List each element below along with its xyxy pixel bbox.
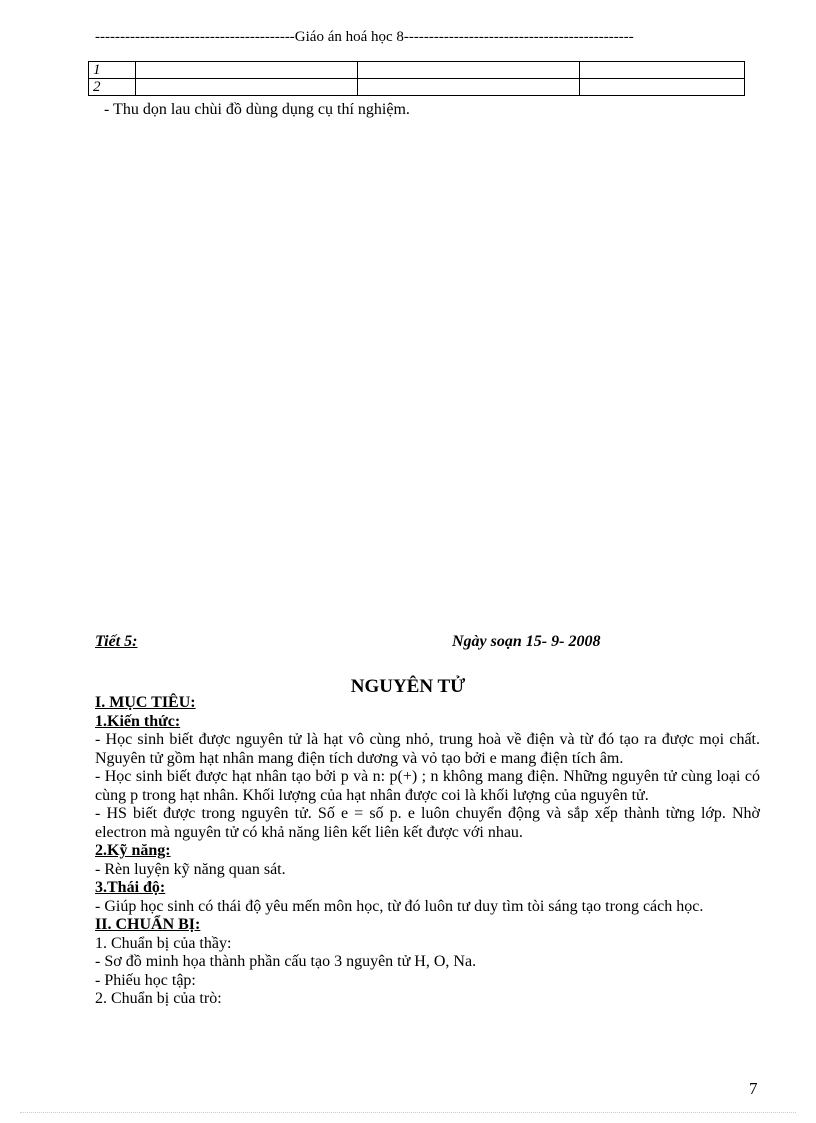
objectives-heading: I. MỤC TIÊU: bbox=[95, 694, 196, 711]
skills-text: - Rèn luyện kỹ năng quan sát. bbox=[95, 860, 286, 878]
table-cell bbox=[580, 62, 745, 79]
attitude-text: - Giúp học sinh có thái độ yêu mến môn học, từ đó luôn tư duy tìm tòi sáng tạo trong cách học. bbox=[95, 897, 704, 915]
cleanup-text: - Thu dọn lau chùi đồ dùng dụng cụ thí nghiệm. bbox=[104, 101, 410, 118]
prep-item: - Sơ đồ minh họa thành phần cấu tạo 3 nguyên tử H, O, Na. bbox=[95, 953, 477, 970]
prep-item: 2. Chuẩn bị của trò: bbox=[95, 990, 222, 1007]
table-row bbox=[89, 79, 745, 96]
attitude-heading: 3.Thái độ: bbox=[95, 879, 166, 896]
lesson-body bbox=[95, 694, 760, 1009]
table-cell bbox=[358, 79, 580, 96]
lesson-label: Tiết 5: bbox=[95, 633, 138, 650]
prep-item: 1. Chuẩn bị của thầy: bbox=[95, 934, 232, 952]
table-cell bbox=[358, 62, 580, 79]
prep-item: - Phiếu học tập: bbox=[95, 971, 196, 989]
lesson-title: NGUYÊN TỬ bbox=[350, 676, 466, 697]
prepared-date: Ngày soạn 15- 9- 2008 bbox=[452, 633, 601, 650]
knowledge-heading: 1.Kiến thức: bbox=[95, 712, 181, 730]
results-table bbox=[88, 61, 745, 96]
table-cell bbox=[136, 62, 358, 79]
knowledge-item: - HS biết được trong nguyên tử. Số e = số p. e luôn chuyển động và sắp xếp thành từng lớp. Nhờ electron mà nguyên tử có khả năng liên kết liên kết được với nhau. bbox=[95, 805, 760, 841]
row-number: 1 bbox=[89, 62, 136, 79]
prep-heading: II. CHUẨN BỊ: bbox=[95, 916, 201, 933]
page-number: 7 bbox=[749, 1079, 758, 1098]
footer-divider bbox=[20, 1112, 796, 1113]
table-cell bbox=[136, 79, 358, 96]
knowledge-item: - Học sinh biết được hạt nhân tạo bởi p và n: p(+) ; n không mang điện. Những nguyên tử cùng loại có cùng p trong hạt nhân. Khối lượng của hạt nhân được coi là khối lượng của nguyên tử. bbox=[95, 768, 760, 804]
skills-heading: 2.Kỹ năng: bbox=[95, 842, 171, 859]
table-row bbox=[89, 62, 745, 79]
page-header: ----------------------------------------Giáo án hoá học 8---------------------------------------------- bbox=[95, 29, 634, 45]
knowledge-item: - Học sinh biết được nguyên tử là hạt vô cùng nhỏ, trung hoà về điện và từ đó tạo ra được mọi chất. Nguyên tử gồm hạt nhân mang điện tích dương và vỏ tạo bởi e mang điện tích âm. bbox=[95, 731, 760, 767]
row-number: 2 bbox=[89, 79, 136, 96]
table-cell bbox=[580, 79, 745, 96]
